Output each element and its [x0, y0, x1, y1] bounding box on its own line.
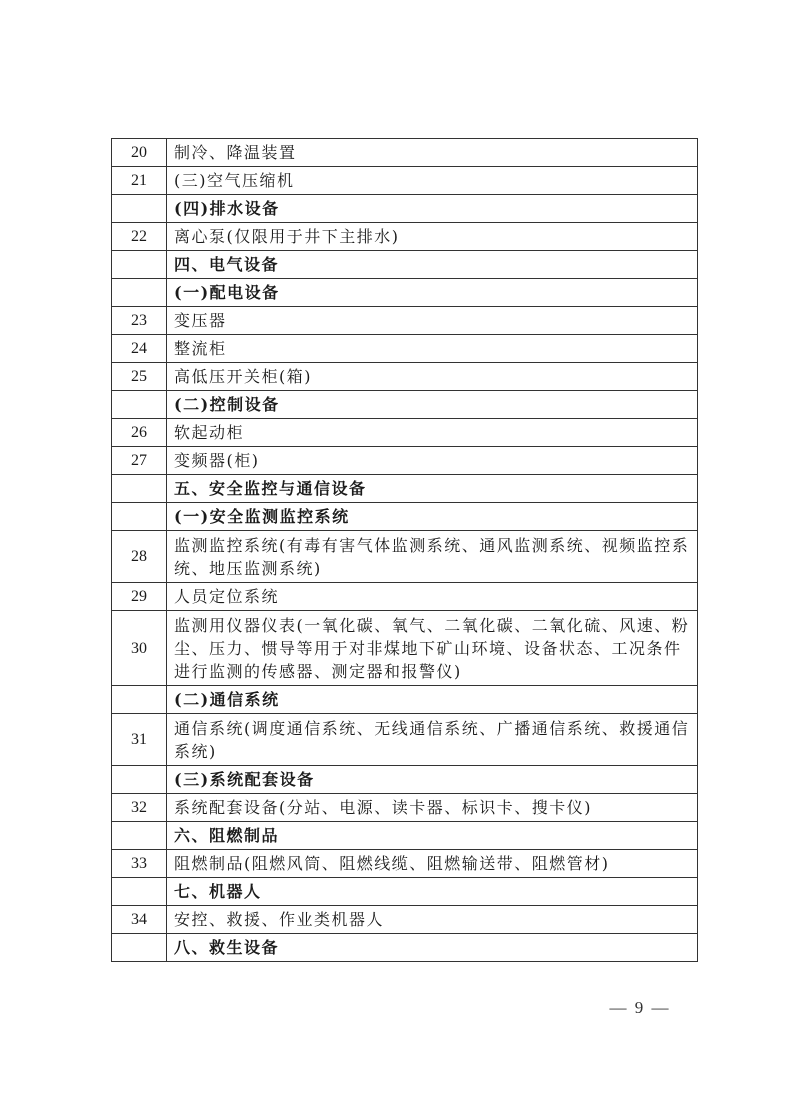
- section-header-row: [112, 686, 698, 714]
- row-number: 28: [112, 531, 167, 583]
- row-number: [112, 878, 167, 906]
- row-number: [112, 279, 167, 307]
- equipment-name: 阻燃制品(阻燃风筒、阻燃线缆、阻燃输送带、阻燃管材): [167, 850, 698, 878]
- row-number: [112, 766, 167, 794]
- equipment-name: 整流柜: [167, 335, 698, 363]
- table-row: [112, 714, 698, 766]
- section-title: 六、阻燃制品: [167, 822, 698, 850]
- section-title: (二)控制设备: [167, 391, 698, 419]
- row-number: [112, 822, 167, 850]
- row-number: 30: [112, 611, 167, 686]
- row-number: [112, 475, 167, 503]
- row-number: [112, 391, 167, 419]
- equipment-table-body: [112, 139, 698, 962]
- equipment-name: 人员定位系统: [167, 583, 698, 611]
- section-title: 五、安全监控与通信设备: [167, 475, 698, 503]
- section-header-row: [112, 279, 698, 307]
- table-row: [112, 363, 698, 391]
- table-row: [112, 335, 698, 363]
- row-number: [112, 934, 167, 962]
- row-number: 34: [112, 906, 167, 934]
- equipment-name: (三)空气压缩机: [167, 167, 698, 195]
- section-title: (四)排水设备: [167, 195, 698, 223]
- table-row: [112, 906, 698, 934]
- equipment-name: 制冷、降温装置: [167, 139, 698, 167]
- row-number: 20: [112, 139, 167, 167]
- row-number: [112, 195, 167, 223]
- row-number: [112, 503, 167, 531]
- row-number: 32: [112, 794, 167, 822]
- equipment-name: 变压器: [167, 307, 698, 335]
- section-header-row: [112, 503, 698, 531]
- equipment-name: 高低压开关柜(箱): [167, 363, 698, 391]
- row-number: 27: [112, 447, 167, 475]
- equipment-name: 软起动柜: [167, 419, 698, 447]
- section-header-row: [112, 391, 698, 419]
- table-row: [112, 167, 698, 195]
- equipment-name: 监测监控系统(有毒有害气体监测系统、通风监测系统、视频监控系统、地压监测系统): [167, 531, 698, 583]
- table-row: [112, 447, 698, 475]
- row-number: 29: [112, 583, 167, 611]
- table-row: [112, 531, 698, 583]
- table-row: [112, 419, 698, 447]
- section-title: (一)安全监测监控系统: [167, 503, 698, 531]
- row-number: 33: [112, 850, 167, 878]
- equipment-name: 离心泵(仅限用于井下主排水): [167, 223, 698, 251]
- section-header-row: [112, 475, 698, 503]
- table-row: [112, 139, 698, 167]
- section-header-row: [112, 934, 698, 962]
- row-number: 22: [112, 223, 167, 251]
- row-number: [112, 251, 167, 279]
- table-row: [112, 611, 698, 686]
- table-row: [112, 850, 698, 878]
- table-row: [112, 794, 698, 822]
- section-title: 四、电气设备: [167, 251, 698, 279]
- section-header-row: [112, 195, 698, 223]
- row-number: 25: [112, 363, 167, 391]
- section-header-row: [112, 822, 698, 850]
- section-header-row: [112, 766, 698, 794]
- equipment-name: 安控、救援、作业类机器人: [167, 906, 698, 934]
- equipment-name: 监测用仪器仪表(一氧化碳、氧气、二氧化碳、二氧化硫、风速、粉尘、压力、惯导等用于对非煤地下矿山环境、设备状态、工况条件进行监测的传感器、测定器和报警仪): [167, 611, 698, 686]
- section-title: 七、机器人: [167, 878, 698, 906]
- section-title: 八、救生设备: [167, 934, 698, 962]
- section-header-row: [112, 251, 698, 279]
- section-header-row: [112, 878, 698, 906]
- table-row: [112, 583, 698, 611]
- page-number: — 9 —: [609, 998, 671, 1017]
- row-number: 24: [112, 335, 167, 363]
- section-title: (二)通信系统: [167, 686, 698, 714]
- row-number: 23: [112, 307, 167, 335]
- section-title: (三)系统配套设备: [167, 766, 698, 794]
- equipment-name: 通信系统(调度通信系统、无线通信系统、广播通信系统、救援通信系统): [167, 714, 698, 766]
- equipment-table: [111, 138, 698, 962]
- table-row: [112, 223, 698, 251]
- row-number: 21: [112, 167, 167, 195]
- equipment-name: 系统配套设备(分站、电源、读卡器、标识卡、搜卡仪): [167, 794, 698, 822]
- row-number: [112, 686, 167, 714]
- table-row: [112, 307, 698, 335]
- section-title: (一)配电设备: [167, 279, 698, 307]
- row-number: 31: [112, 714, 167, 766]
- row-number: 26: [112, 419, 167, 447]
- equipment-name: 变频器(柜): [167, 447, 698, 475]
